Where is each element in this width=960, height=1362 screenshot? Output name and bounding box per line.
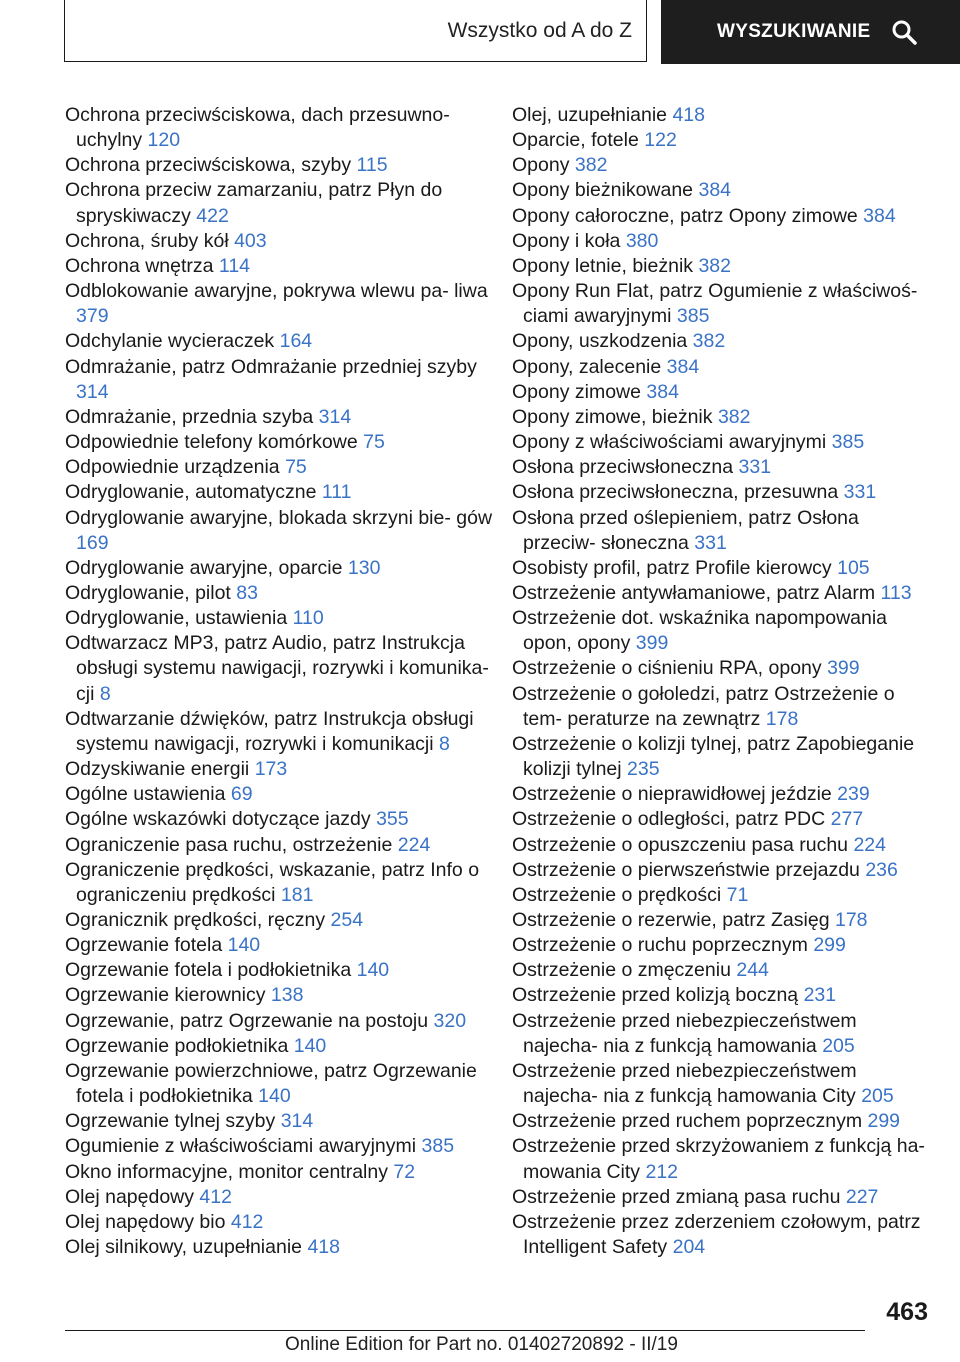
index-entry-term: Ostrzeżenie o gołoledzi, patrz Ostrzeżenie o tem‐ peraturze na zewnątrz [512,682,895,730]
index-entry-page-link[interactable]: 380 [625,229,659,252]
index-entry-term: Olej silnikowy, uzupełnianie [65,1236,303,1259]
index-entry-page-link[interactable]: 231 [803,984,837,1007]
index-entry-page-link[interactable]: 71 [726,883,749,906]
index-entry-page-link[interactable]: 314 [280,1110,314,1133]
index-entry-term: Opony zimowe, bieżnik [512,405,713,428]
index-entry-term: Opony zimowe [512,380,641,403]
index-entry-term: Ostrzeżenie antywłamaniowe, patrz Alarm [512,581,876,604]
index-entry-page-link[interactable]: 385 [421,1135,455,1158]
index-entry [65,606,495,631]
index-entry [65,355,495,405]
index-entry-page-link[interactable]: 178 [834,909,868,931]
index-entry [65,1210,495,1235]
index-entry-page-link[interactable]: 178 [765,707,799,730]
index-entry [512,1185,932,1210]
index-entry-page-link[interactable]: 173 [254,758,288,781]
index-entry-page-link[interactable]: 382 [692,330,726,353]
index-entry [512,355,932,380]
index-entry-page-link[interactable]: 75 [363,431,385,454]
index-entry [65,1134,495,1159]
index-entry-page-link[interactable]: 111 [321,481,352,504]
index-entry-page-link[interactable]: 299 [813,934,846,957]
index-entry-page-link[interactable]: 235 [627,758,660,781]
index-entry-page-link[interactable]: 140 [227,934,261,957]
index-entry-term: Ogrzewanie, patrz Ogrzewanie na postoju [65,1009,429,1032]
index-entry [512,833,932,858]
index-entry-term: Opony i koła [512,229,621,252]
index-entry-term: Ogrzewanie kierownicy [65,984,266,1007]
index-entry [512,329,932,354]
index-entry-page-link[interactable]: 224 [853,833,886,856]
index-entry [65,254,495,279]
index-entry-term: Ograniczenie prędkości, wskazanie, patrz Info o ograniczeniu prędkości [65,858,480,906]
index-entry-page-link[interactable]: 72 [393,1160,416,1183]
index-entry [65,103,495,153]
index-entry-page-link[interactable]: 244 [736,959,769,982]
index-column-left [65,103,495,1260]
index-entry-page-link[interactable]: 120 [147,129,181,152]
index-entry-term: Odblokowanie awaryjne, pokrywa wlewu pa‐ liwa [65,280,488,303]
index-entry [512,682,932,732]
index-entry-page-link[interactable]: 422 [196,204,229,227]
index-entry-page-link[interactable]: 239 [837,783,870,806]
index-entry-term: Ochrona przeciwściskowa, dach przesuwno‐ uchylny [65,104,450,152]
index-entry [512,430,932,455]
index-entry-page-link[interactable]: 384 [646,380,679,403]
index-entry-term: Ostrzeżenie przed niebezpieczeństwem najecha‐ nia z funkcją hamowania City [512,1059,857,1108]
index-entry [512,480,932,505]
index-entry-term: Ostrzeżenie przed kolizją boczną [512,984,799,1007]
index-entry-term: Ochrona przeciw zamarzaniu, patrz Płyn do spryskiwaczy [65,179,443,227]
index-entry [512,1210,932,1260]
index-entry-page-link[interactable]: 8 [99,682,111,705]
index-entry [65,430,495,455]
index-entry-term: Opony Run Flat, patrz Ogumienie z właściwoś‐ ciami awaryjnymi [512,280,918,328]
index-entry-page-link[interactable]: 105 [837,556,870,579]
index-entry-term: Ostrzeżenie o odległości, patrz PDC [512,808,826,831]
index-entry [512,858,932,883]
index-entry-term: Ostrzeżenie przez zderzeniem czołowym, patrz Intelligent Safety [512,1210,921,1259]
index-entry [512,606,932,656]
index-entry [65,279,495,329]
index-entry-page-link[interactable]: 236 [865,858,898,881]
index-entry-page-link[interactable]: 384 [698,179,732,202]
index-entry-term: Odchylanie wycieraczek [65,330,275,353]
index-entry-term: Odryglowanie, automatyczne [65,481,317,504]
index-entry [65,631,495,706]
index-entry-term: Ogrzewanie fotela i podłokietnika [65,959,352,982]
index-entry-page-link[interactable]: 113 [880,581,912,604]
index-entry [65,958,495,983]
index-entry [65,556,495,581]
index-entry-page-link[interactable]: 140 [258,1085,291,1108]
index-entry [65,1160,495,1185]
index-entry-page-link[interactable]: 412 [199,1185,232,1208]
index-entry [65,229,495,254]
index-entry-term: Ostrzeżenie o ruchu poprzecznym [512,934,808,957]
top-tab-bar [0,0,960,66]
index-entry-page-link[interactable]: 382 [698,254,731,277]
index-entry-term: Ostrzeżenie o ciśnieniu RPA, opony [512,657,822,680]
index-entry-term: Ostrzeżenie o pierwszeństwie przejazdu [512,858,860,881]
index-entry-term: Odtwarzacz MP3, patrz Audio, patrz Instrukcja obsługi systemu nawigacji, rozrywki i komunika‐ cji [65,632,489,705]
index-entry-term: Ogrzewanie fotela [65,934,223,957]
index-entry-page-link[interactable]: 277 [830,808,864,831]
index-entry-term: Ogranicznik prędkości, ręczny [65,909,326,931]
index-entry-term: Ogrzewanie powierzchniowe, patrz Ogrzewanie fotela i podłokietnika [65,1059,477,1108]
index-entry-page-link[interactable]: 385 [831,431,865,454]
index-entry [512,807,932,832]
index-entry [512,983,932,1008]
index-entry [512,254,932,279]
index-entry [512,933,932,958]
index-entry [512,958,932,983]
index-entry [65,908,495,933]
index-entry-term: Ostrzeżenie o rezerwie, patrz Zasięg [512,909,830,931]
index-entry [65,1109,495,1134]
index-entry-page-link[interactable]: 212 [645,1160,679,1183]
index-entry-page-link[interactable]: 115 [356,154,388,177]
index-entry-term: Ochrona, śruby kół [65,229,229,252]
index-entry [65,178,495,228]
index-entry-page-link[interactable]: 8 [439,732,450,755]
index-entry [65,581,495,606]
index-entry-page-link[interactable]: 384 [666,355,700,378]
index-entry [65,153,495,178]
index-entry-page-link[interactable]: 331 [738,456,772,479]
index-entry-term: Ogrzewanie tylnej szyby [65,1110,276,1133]
index-entry [512,883,932,908]
index-entry-term: Ogumienie z właściwościami awaryjnymi [65,1135,417,1158]
index-entry-term: Odryglowanie awaryjne, blokada skrzyni bie‐ gów [65,506,493,529]
index-entry-page-link[interactable]: 403 [234,229,267,252]
index-entry-page-link[interactable]: 164 [279,330,313,353]
index-entry-page-link[interactable]: 382 [574,154,608,177]
index-entry [512,103,932,128]
tab-a-to-z-label: Wszystko od A do Z [447,18,632,42]
index-entry-term: Odryglowanie awaryjne, oparcie [65,556,343,579]
index-entry [65,455,495,480]
index-entry-term: Okno informacyjne, monitor centralny [65,1160,388,1183]
index-entry [65,1034,495,1059]
index-entry-term: Ostrzeżenie dot. wskaźnika napompowania opon, opony [512,607,888,655]
index-entry-page-link[interactable]: 204 [672,1236,706,1259]
index-entry-page-link[interactable]: 399 [827,657,860,680]
index-entry-term: Odpowiednie telefony komórkowe [65,431,358,454]
index-entry-term: Ostrzeżenie o zmęczeniu [512,959,731,982]
index-entry-page-link[interactable]: 418 [307,1236,340,1259]
index-entry [65,1185,495,1210]
index-entry-term: Ostrzeżenie o kolizji tylnej, patrz Zapobieganie kolizji tylnej [512,732,915,781]
index-entry [512,178,932,203]
index-entry [512,506,932,556]
index-entry-term: Ostrzeżenie o nieprawidłowej jeździe [512,783,832,806]
index-entry-term: Ostrzeżenie przed ruchem poprzecznym [512,1110,863,1133]
index-entry-term: Odmrażanie, patrz Odmrażanie przedniej szyby [65,355,477,378]
index-entry-term: Ochrona wnętrza [65,254,214,277]
index-entry-page-link[interactable]: 412 [230,1210,264,1233]
index-entry-page-link[interactable]: 181 [280,883,314,906]
footer-divider [65,1330,865,1331]
index-entry [512,732,932,782]
index-entry [512,1109,932,1134]
index-entry-page-link[interactable]: 122 [644,129,677,152]
tab-search[interactable] [661,0,960,64]
index-entry [65,480,495,505]
index-entry-term: Ostrzeżenie przed niebezpieczeństwem najecha‐ nia z funkcją hamowania [512,1009,857,1057]
index-entry [65,983,495,1008]
index-entry-page-link[interactable]: 205 [861,1085,894,1108]
index-entry-page-link[interactable]: 138 [270,984,304,1007]
index-entry-term: Osłona przed oślepieniem, patrz Osłona przeciw‐ słoneczna [512,506,859,554]
index-entry-term: Opony, zalecenie [512,355,662,378]
index-entry [512,1009,932,1059]
index-entry [512,1134,932,1184]
index-entry [65,1235,495,1260]
index-entry-term: Odryglowanie, pilot [65,581,231,604]
index-entry [65,405,495,430]
index-entry-term: Osłona przeciwsłoneczna [512,456,734,479]
index-entry-page-link[interactable]: 314 [76,380,109,403]
index-entry [512,405,932,430]
index-entry [65,833,495,858]
index-entry [65,1009,495,1034]
index-entry-term: Ochrona przeciwściskowa, szyby [65,154,352,177]
index-entry-term: Ostrzeżenie o opuszczeniu pasa ruchu [512,833,849,856]
index-entry [65,933,495,958]
index-entry-page-link[interactable]: 331 [694,531,727,554]
index-entry-page-link[interactable]: 418 [672,104,705,126]
index-entry [512,1059,932,1109]
index-entry [512,380,932,405]
index-entry-page-link[interactable]: 254 [330,909,364,931]
index-entry-term: Odryglowanie, ustawienia [65,607,288,630]
index-entry [512,455,932,480]
index-entry-term: Ostrzeżenie o prędkości [512,883,722,906]
index-entry-term: Opony [512,154,570,177]
index-entry-page-link[interactable]: 379 [76,305,109,328]
index-entry [65,807,495,832]
index-entry [65,329,495,354]
footer-edition-text: Online Edition for Part no. 01402720892 - II/19 [285,1334,678,1355]
index-entry-page-link[interactable]: 382 [717,405,751,428]
index-entry [512,279,932,329]
index-entry-term: Ostrzeżenie przed skrzyżowaniem z funkcją ha‐ mowania City [512,1135,925,1183]
index-entry-term: Opony, uszkodzenia [512,330,688,353]
index-entry [512,204,932,229]
index-entry [65,506,495,556]
index-entry [65,1059,495,1109]
index-entry-page-link[interactable]: 114 [218,254,251,277]
index-entry-page-link[interactable]: 320 [433,1009,467,1032]
index-entry-term: Odmrażanie, przednia szyba [65,405,314,428]
index-entry [512,556,932,581]
index-entry-page-link[interactable]: 224 [397,833,431,856]
index-entry-term: Olej, uzupełnianie [512,104,668,126]
index-entry [65,858,495,908]
index-entry-term: Odpowiednie urządzenia [65,456,280,479]
index-entry-page-link[interactable]: 169 [76,531,109,554]
index-entry-term: Ogrzewanie podłokietnika [65,1034,289,1057]
index-entry [65,782,495,807]
index-entry-page-link[interactable]: 83 [236,581,258,604]
index-entry-term: Osłona przeciwsłoneczna, przesuwna [512,481,839,504]
index-entry-term: Opony z właściwościami awaryjnymi [512,431,827,454]
index-entry-term: Olej napędowy [65,1185,194,1208]
tab-a-to-z[interactable] [64,0,647,62]
index-entry-page-link[interactable]: 110 [292,607,324,630]
index-entry-page-link[interactable]: 399 [635,632,669,655]
index-entry-term: Ogólne ustawienia [65,783,226,806]
index-entry-page-link[interactable]: 227 [845,1185,879,1208]
index-entry-page-link[interactable]: 140 [356,959,390,982]
index-entry-page-link[interactable]: 140 [293,1034,327,1057]
index-entry-page-link[interactable]: 331 [843,481,877,504]
index-entry-page-link[interactable]: 299 [867,1110,901,1133]
index-entry-term: Osobisty profil, patrz Profile kierowcy [512,556,832,579]
index-entry [65,707,495,757]
index-entry [512,656,932,681]
index-entry-term: Opony całoroczne, patrz Opony zimowe [512,204,858,227]
index-entry [512,128,932,153]
index-entry [512,229,932,254]
index-entry [512,908,932,933]
index-entry-term: Odzyskiwanie energii [65,758,250,781]
index-entry-term: Ograniczenie pasa ruchu, ostrzeżenie [65,833,393,856]
index-entry-term: Oparcie, fotele [512,129,639,152]
index-entry-page-link[interactable]: 130 [347,556,381,579]
index-entry [65,757,495,782]
index-entry-page-link[interactable]: 384 [863,204,896,227]
index-entry-page-link[interactable]: 75 [285,456,307,479]
index-entry-term: Opony bieżnikowane [512,179,694,202]
index-column-right [512,103,932,1260]
page-number: 463 [886,1298,928,1326]
index-entry-page-link[interactable]: 355 [376,808,409,831]
index-entry-term: Odtwarzanie dźwięków, patrz Instrukcja obsługi systemu nawigacji, rozrywki i komunikacji [65,707,474,755]
index-entry [512,581,932,606]
index-entry-term: Olej napędowy bio [65,1210,226,1233]
index-entry-page-link[interactable]: 314 [318,405,352,428]
index-entry [512,153,932,178]
index-entry-page-link[interactable]: 69 [230,783,253,806]
tab-search-label: WYSZUKIWANIE [717,21,871,42]
index-entry-term: Opony letnie, bieżnik [512,254,694,277]
index-entry [512,782,932,807]
magnifier-icon [891,19,917,45]
index-entry-term: Ostrzeżenie przed zmianą pasa ruchu [512,1185,841,1208]
index-entry-page-link[interactable]: 385 [676,305,710,328]
index-entry-page-link[interactable]: 205 [822,1034,855,1057]
index-entry-term: Ogólne wskazówki dotyczące jazdy [65,808,371,831]
